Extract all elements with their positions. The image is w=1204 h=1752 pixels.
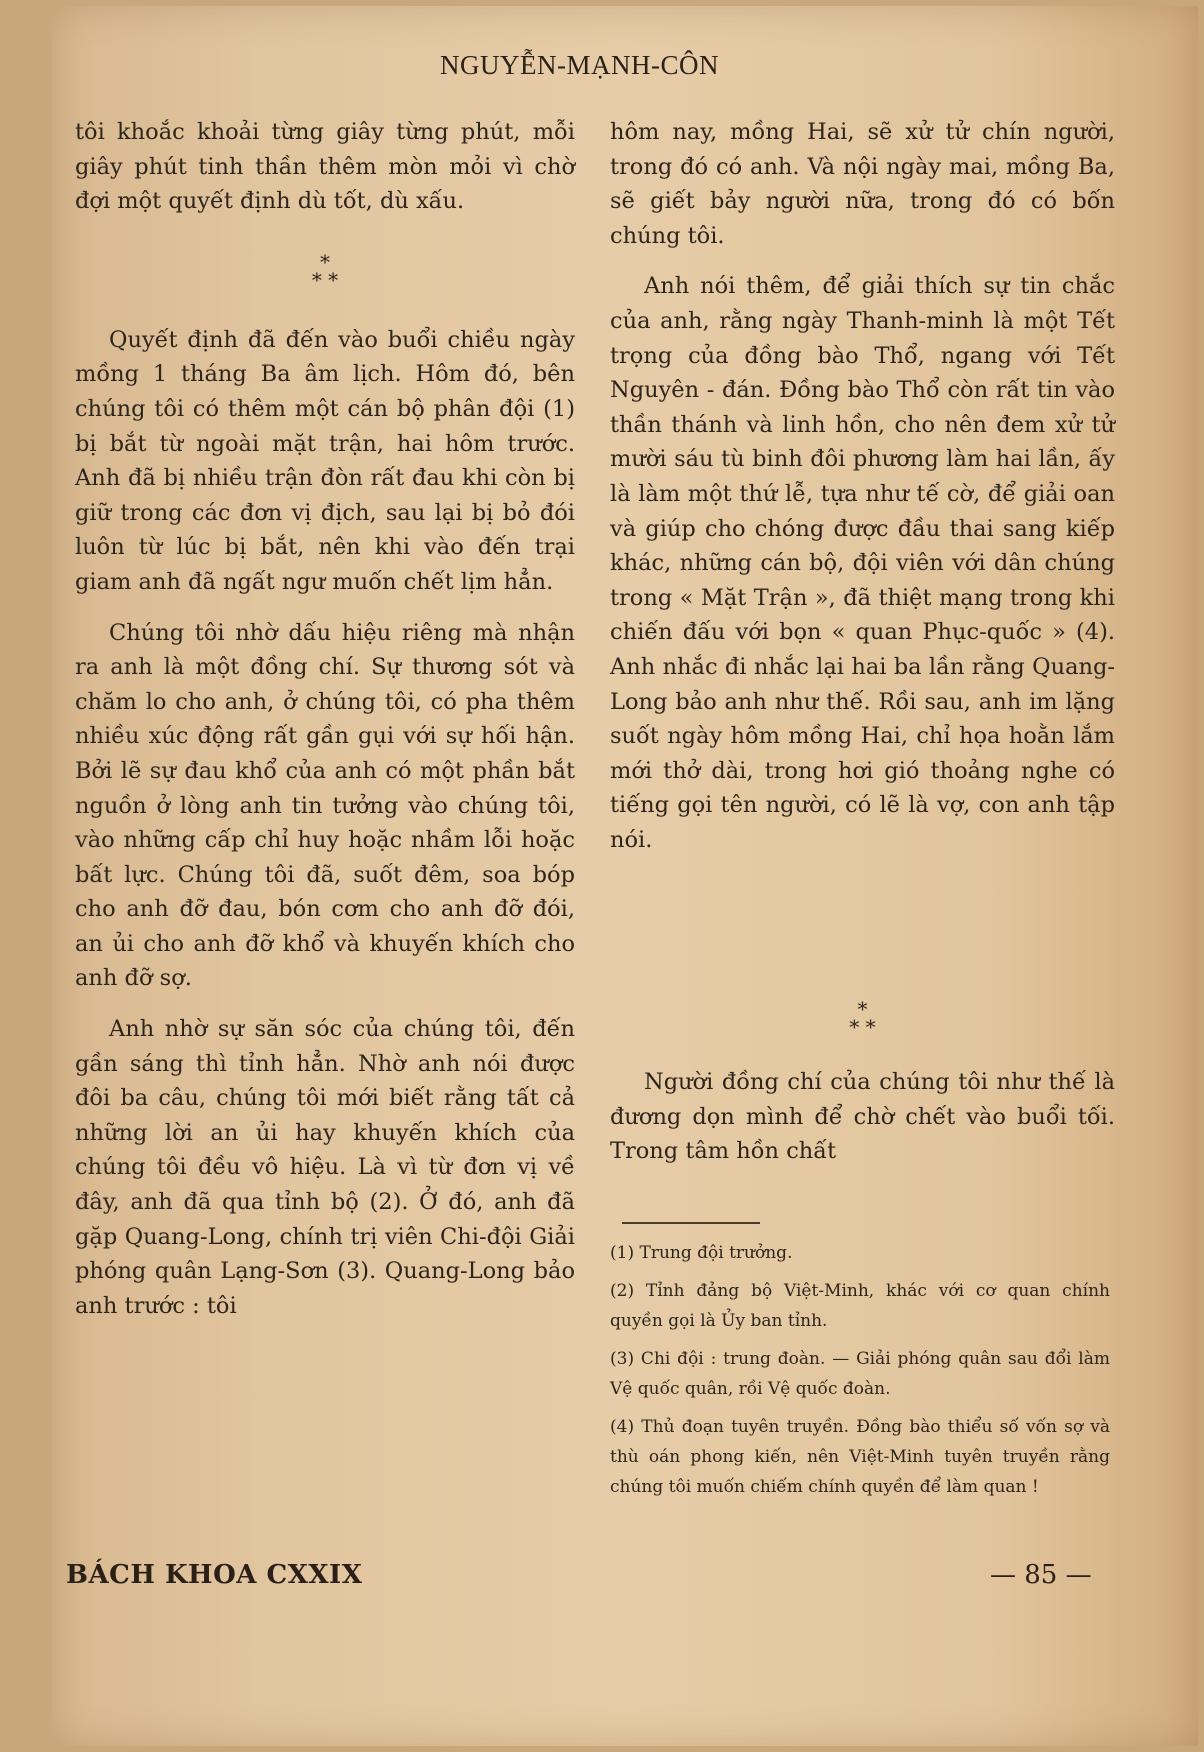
left-paragraph-3: Chúng tôi nhờ dấu hiệu riêng mà nhận ra anh là một đồng chí. Sự thương sót và chăm lo cho anh, ở chúng tôi, có pha thêm nhiều xúc động rất gần gụi với sự hối hận. Bởi lẽ sự đau khổ của anh có một phần bắt nguồn ở lòng anh tin tưởng vào chúng tôi, vào những cấp chỉ huy hoặc nhầm lỗi hoặc bất lực. Chúng tôi đã, suốt đêm, soa bóp cho anh đỡ đau, bón cơm cho anh đỡ đói, an ủi cho anh đỡ khổ và khuyến khích cho anh đỡ sợ. (75, 619, 575, 992)
asterism-top: * (857, 997, 868, 1021)
right-column-upper (610, 115, 1115, 857)
left-paragraph-4: Anh nhờ sự săn sóc của chúng tôi, đến gần sáng thì tỉnh hẳn. Nhờ anh nói được đôi ba câu, chúng tôi mới biết rằng tất cả những lời an ủi hay khuyến khích của chúng tôi đều vô hiệu. Là vì từ đơn vị về đây, anh đã qua tỉnh bộ (2). Ở đó, anh đã gặp Quang-Long, chính trị viên Chi-đội Giải phóng quân Lạng-Sơn (3). Quang-Long bảo anh trước : tôi (75, 1016, 575, 1319)
footnote-3: (3) Chi đội : trung đoàn. — Giải phóng quân sau đổi làm Vệ quốc quân, rồi Vệ quốc đoàn. (610, 1349, 1110, 1399)
running-header: NGUYỄN-MẠNH-CÔN (440, 50, 719, 80)
publication-footer: BÁCH KHOA CXXIX (66, 1560, 363, 1590)
left-paragraph-2: Quyết định đã đến vào buổi chiều ngày mồng 1 tháng Ba âm lịch. Hôm đó, bên chúng tôi có thêm một cán bộ phân đội (1) bị bắt từ ngoài mặt trận, hai hôm trước. Anh đã bị nhiều trận đòn rất đau khi còn bị giữ trong các đơn vị địch, sau lại bị bỏ đói luôn từ lúc bị bắt, nên khi vào đến trại giam anh đã ngất ngư muốn chết lịm hẳn. (75, 326, 575, 595)
section-break-left (75, 249, 575, 292)
footnotes (610, 1238, 1110, 1510)
page-number: — 85 — (990, 1560, 1092, 1590)
footnote-1: (1) Trung đội trưởng. (610, 1243, 793, 1263)
right-column-lower (610, 1065, 1115, 1169)
asterism-top: * (320, 249, 330, 274)
left-paragraph-1: tôi khoắc khoải từng giây từng phút, mỗi giây phút tinh thần thêm mòn mỏi vì chờ đợi một quyết định dù tốt, dù xấu. (75, 119, 575, 215)
right-paragraph-3: Người đồng chí của chúng tôi như thế là đương dọn mình để chờ chết vào buổi tối. Trong tâm hồn chất (610, 1069, 1115, 1165)
footnote-4: (4) Thủ đoạn tuyên truyền. Đồng bào thiểu số vốn sợ và thù oán phong kiến, nên Việt-Minh tuyên truyền rằng chúng tôi muốn chiếm chính quyền để làm quan ! (610, 1417, 1110, 1497)
footnote-rule (622, 1222, 760, 1224)
right-paragraph-2: Anh nói thêm, để giải thích sự tin chắc của anh, rằng ngày Thanh-minh là một Tết trọng của đồng bào Thổ, ngang với Tết Nguyên - đán. Đồng bào Thổ còn rất tin vào thần thánh và linh hồn, cho nên đem xử tử mười sáu tù binh đôi phương làm hai lần, ấy là làm một thứ lễ, tựa như tế cờ, để giải oan và giúp cho chóng được đầu thai sang kiếp khác, những cán bộ, đội viên với dân chúng trong « Mặt Trận », đã thiệt mạng trong khi chiến đấu với bọn « quan Phục-quốc » (4). Anh nhắc đi nhắc lại hai ba lần rằng Quang-Long bảo anh như thế. Rồi sau, anh im lặng suốt ngày hôm mồng Hai, chỉ họa hoằn lắm mới thở dài, trong hơi gió thoảng nghe có tiếng gọi tên người, có lẽ là vợ, con anh tập nói. (610, 273, 1115, 853)
asterism-bottom: * * (311, 267, 339, 292)
section-break-right (610, 997, 1115, 1039)
right-paragraph-1: hôm nay, mồng Hai, sẽ xử tử chín người, trong đó có anh. Và nội ngày mai, mồng Ba, sẽ giết bảy người nữa, trong đó có bốn chúng tôi. (610, 119, 1115, 249)
footnote-2: (2) Tỉnh đảng bộ Việt-Minh, khác với cơ quan chính quyền gọi là Ủy ban tỉnh. (610, 1281, 1110, 1331)
asterism-bottom: * * (849, 1015, 876, 1039)
left-column (75, 115, 575, 1323)
